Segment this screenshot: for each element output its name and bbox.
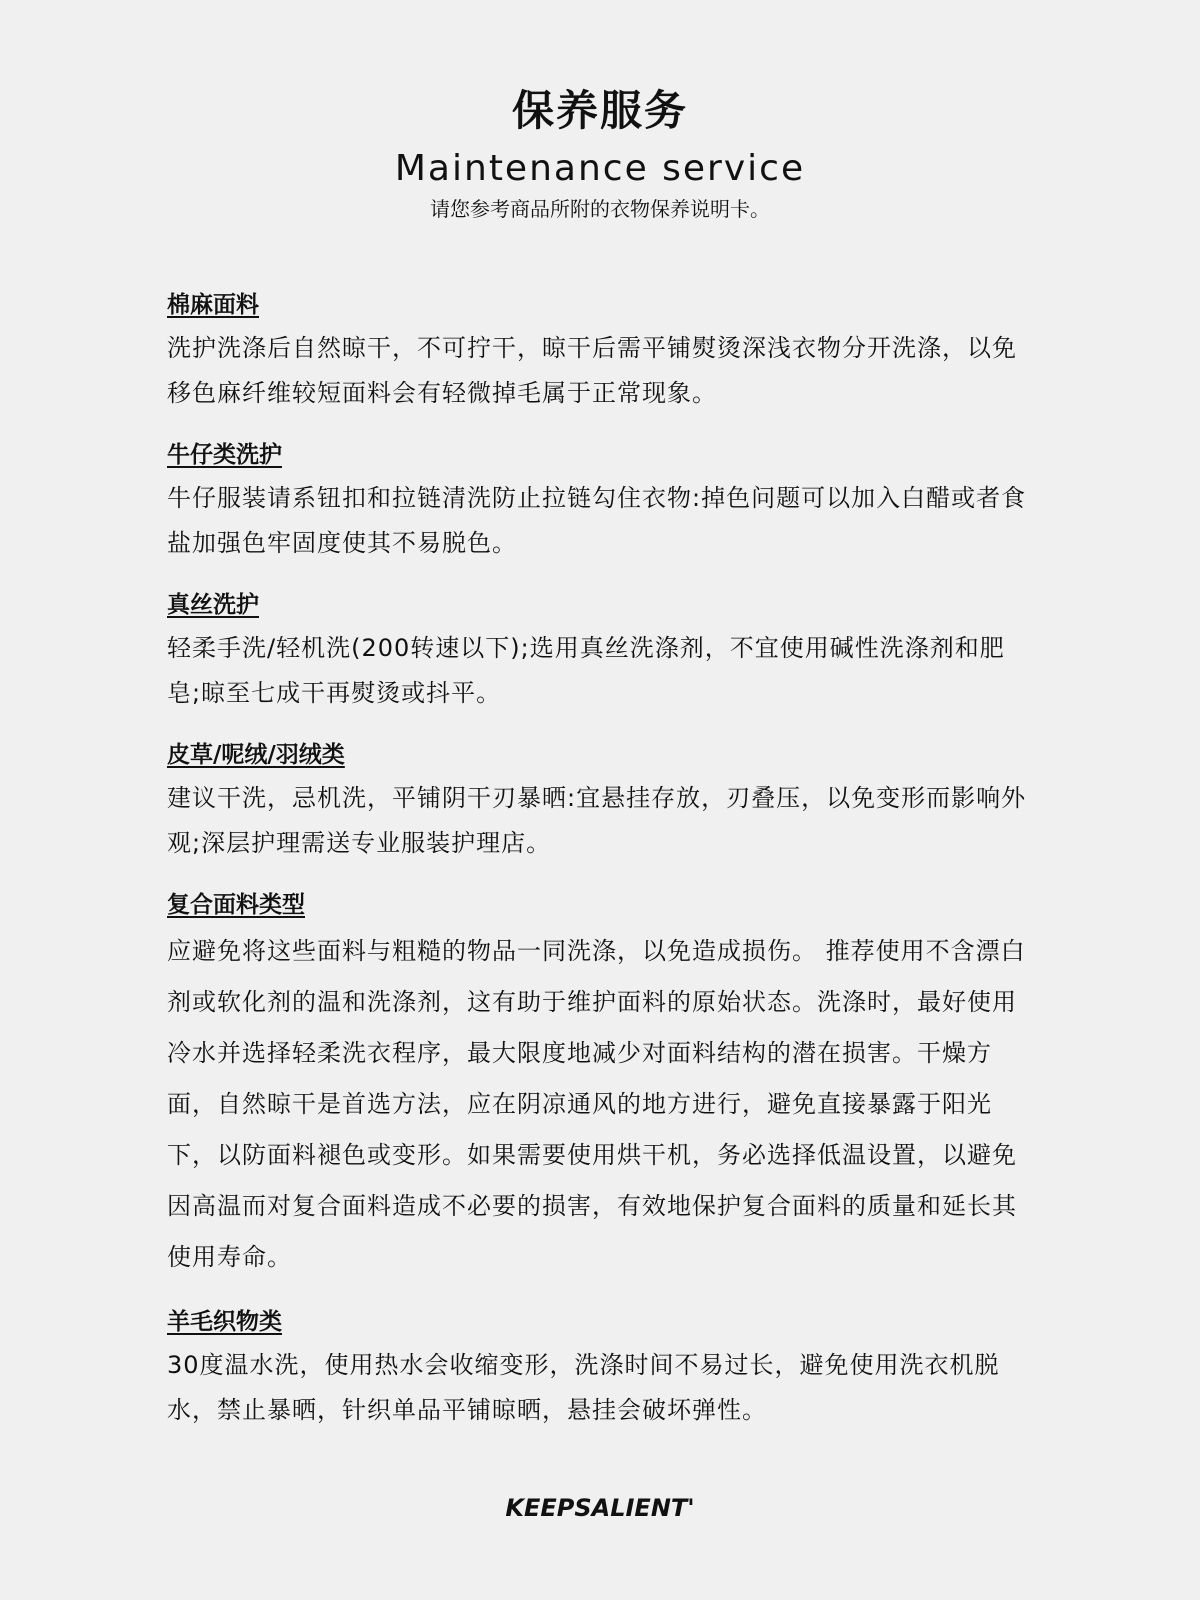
section-body: 牛仔服装请系钮扣和拉链清洗防止拉链勾住衣物:掉色问题可以加入白醋或者食盐加强色牢固度使其不易脱色。 xyxy=(167,484,1027,557)
brand-logo: KEEPSALIENT' xyxy=(505,1494,695,1522)
page-title-english: Maintenance service xyxy=(394,148,806,189)
page-subtitle: 请您参考商品所附的衣物保养说明卡。 xyxy=(430,197,770,221)
section-body: 建议干洗，忌机洗，平铺阴干刃暴晒:宜悬挂存放，刃叠压，以免变形而影响外观;深层护理需送专业服装护理店。 xyxy=(167,784,1027,857)
section-body: 洗护洗涤后自然晾干，不可拧干，晾干后需平铺熨烫深浅衣物分开洗涤，以免移色麻纤维较短面料会有轻微掉毛属于正常现象。 xyxy=(167,334,1017,407)
section-body: 30度温水洗，使用热水会收缩变形，洗涤时间不易过长，避免使用洗衣机脱水，禁止暴晒，针织单品平铺晾晒，悬挂会破坏弹性。 xyxy=(167,1351,1000,1424)
care-instructions xyxy=(167,288,1037,1433)
section-heading: 棉麻面料 xyxy=(167,292,259,318)
section-denim xyxy=(167,438,1037,566)
section-wool-knit xyxy=(167,1305,1037,1433)
section-heading: 牛仔类洗护 xyxy=(167,442,282,468)
section-body: 轻柔手洗/轻机洗(200转速以下);选用真丝洗涤剂，不宜使用碱性洗涤剂和肥皂;晾至七成干再熨烫或抖平。 xyxy=(167,634,1005,707)
page-title: 保养服务 xyxy=(511,86,688,135)
section-heading: 真丝洗护 xyxy=(167,592,259,618)
section-heading: 皮草/呢绒/羽绒类 xyxy=(167,742,345,768)
section-fur-wool-down xyxy=(167,738,1037,866)
section-heading: 羊毛织物类 xyxy=(167,1309,282,1335)
section-cotton-linen xyxy=(167,288,1037,416)
section-heading: 复合面料类型 xyxy=(167,892,305,918)
section-silk xyxy=(167,588,1037,716)
section-body: 应避免将这些面料与粗糙的物品一同洗涤，以免造成损伤。 推荐使用不含漂白剂或软化剂的温和洗涤剂，这有助于维护面料的原始状态。洗涤时，最好使用冷水并选择轻柔洗衣程序，最大限度地减少对面料结构的潜在损害。干燥方面，自然晾干是首选方法，应在阴凉通风的地方进行，避免直接暴露于阳光下，以防面料褪色或变形。如果需要使用烘干机，务必选择低温设置，以避免因高温而对复合面料造成不必要的损害，有效地保护复合面料的质量和延长其使用寿命。 xyxy=(167,937,1026,1271)
section-composite-fabric xyxy=(167,888,1037,1283)
